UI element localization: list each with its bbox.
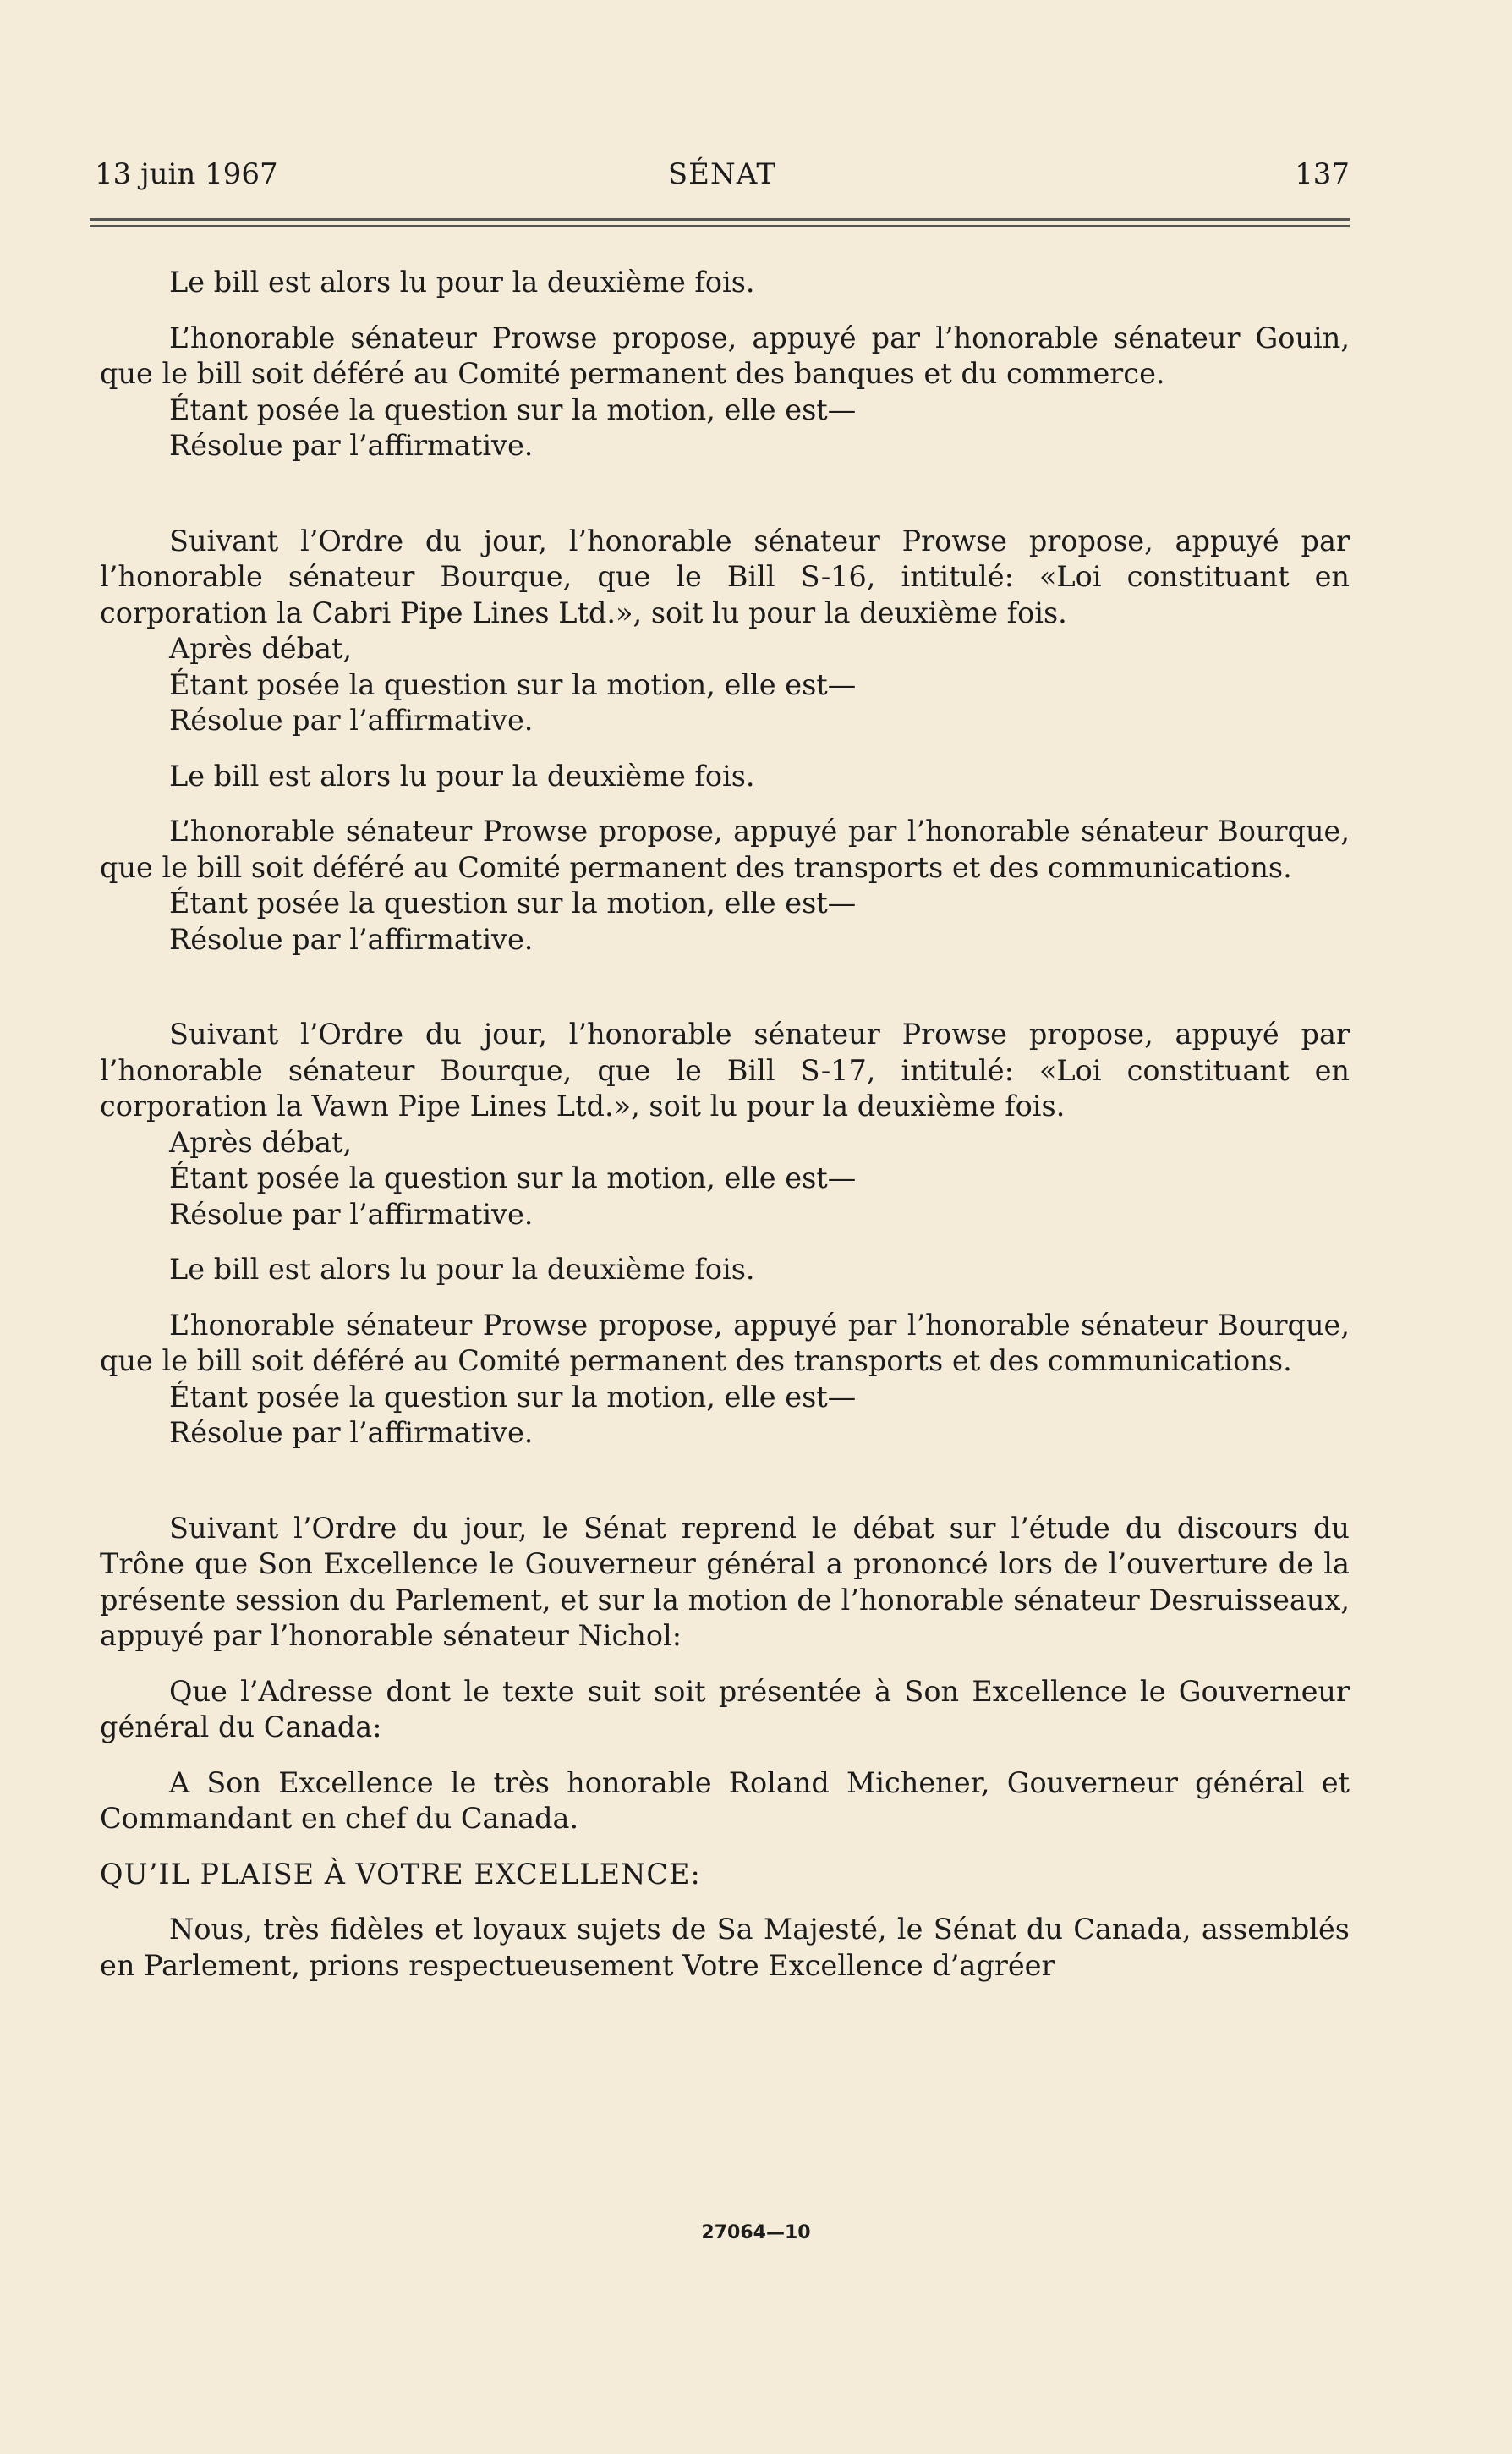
question-line: Étant posée la question sur la motion, elle est— <box>169 667 857 701</box>
resolution-line: Résolue par l’affirmative. <box>169 922 534 956</box>
resolution-line: Résolue par l’affirmative. <box>169 1416 534 1449</box>
resolution-line: Résolue par l’affirmative. <box>169 704 534 737</box>
debate-line: Après débat, <box>169 632 353 665</box>
print-number: 27064—10 <box>701 2222 811 2243</box>
paragraph: Nous, très fidèles et loyaux sujets de Sa Majesté, le Sénat du Canada, assemblés en Parlement, prions respectueusement Votre Excellence d’agréer <box>100 1913 1350 1982</box>
header-title: SÉNAT <box>667 157 777 191</box>
debate-line: Après débat, <box>169 1125 353 1159</box>
question-line: Étant posée la question sur la motion, elle est— <box>169 1161 857 1194</box>
header-rule-top <box>90 218 1350 221</box>
resolution-line: Résolue par l’affirmative. <box>169 429 534 462</box>
paragraph: Suivant l’Ordre du jour, le Sénat reprend le débat sur l’étude du discours du Trône que Son Excellence le Gouverneur général a prononcé lors de l’ouverture de la présente session du Parlement, et sur la motion de l’honorable sénateur Desruisseaux, appuyé par l’honorable sénateur Nichol: <box>100 1511 1350 1652</box>
question-line: Étant posée la question sur la motion, elle est— <box>169 393 857 426</box>
paragraph: L’honorable sénateur Prowse propose, appuyé par l’honorable sénateur Bourque, que le bill soit déféré au Comité permanent des transports et des communications. <box>100 1308 1350 1377</box>
address-heading: QU’IL PLAISE À VOTRE EXCELLENCE: <box>100 1857 701 1891</box>
body-text <box>100 265 1350 1984</box>
header-date: 13 juin 1967 <box>95 157 278 191</box>
paragraph: Suivant l’Ordre du jour, l’honorable sénateur Prowse propose, appuyé par l’honorable sénateur Bourque, que le Bill S-16, intitulé: «Loi constituant en corporation la Cabri Pipe Lines Ltd.», soit lu pour la deuxième fois. <box>100 524 1350 629</box>
paragraph: Que l’Adresse dont le texte suit soit présentée à Son Excellence le Gouverneur général du Canada: <box>100 1674 1350 1743</box>
question-line: Étant posée la question sur la motion, elle est— <box>169 887 857 920</box>
paragraph: Suivant l’Ordre du jour, l’honorable sénateur Prowse propose, appuyé par l’honorable sénateur Bourque, que le Bill S-17, intitulé: «Loi constituant en corporation la Vawn Pipe Lines Ltd.», soit lu pour la deuxième fois. <box>100 1018 1350 1123</box>
paragraph: L’honorable sénateur Prowse propose, appuyé par l’honorable sénateur Bourque, que le bill soit déféré au Comité permanent des transports et des communications. <box>100 815 1350 884</box>
page-header <box>95 157 1350 195</box>
paragraph: A Son Excellence le très honorable Roland Michener, Gouverneur général et Commandant en chef du Canada. <box>100 1765 1350 1835</box>
paragraph: Le bill est alors lu pour la deuxième fois. <box>169 759 755 793</box>
paragraph: L’honorable sénateur Prowse propose, appuyé par l’honorable sénateur Gouin, que le bill soit déféré au Comité permanent des banques et du commerce. <box>100 321 1350 390</box>
header-page-number: 137 <box>1295 157 1350 191</box>
paragraph: Le bill est alors lu pour la deuxième fois. <box>169 266 755 299</box>
paragraph: Le bill est alors lu pour la deuxième fois. <box>169 1253 755 1286</box>
question-line: Étant posée la question sur la motion, elle est— <box>169 1380 857 1414</box>
resolution-line: Résolue par l’affirmative. <box>169 1197 534 1231</box>
header-rule-bottom <box>90 225 1350 227</box>
